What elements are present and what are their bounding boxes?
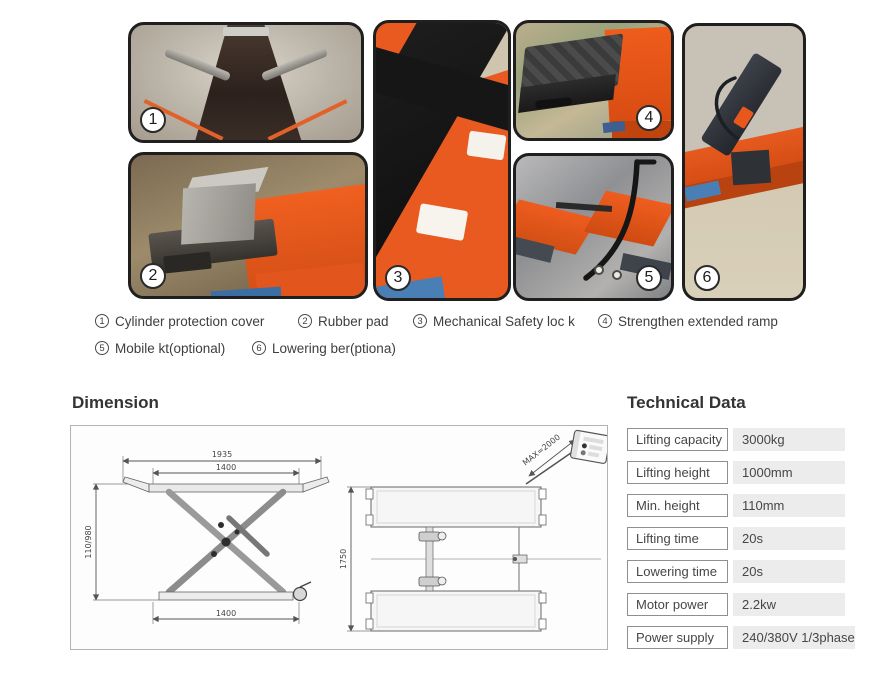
photo5-number-badge: 5 xyxy=(636,265,662,291)
photo2-number-badge: 2 xyxy=(140,263,166,289)
side-view xyxy=(123,477,329,601)
table-row-power-supply xyxy=(627,626,855,649)
photo1-number-badge: 1 xyxy=(140,107,166,133)
table-row-lifting-time xyxy=(627,527,845,550)
row-label: Motor power xyxy=(627,593,728,616)
row-label: Lowering time xyxy=(627,560,728,583)
circled-number-4: 4 xyxy=(598,314,612,328)
row-label: Lifting capacity xyxy=(627,428,728,451)
photo2-blue-sliver xyxy=(210,287,281,299)
photo3-number-badge: 3 xyxy=(385,265,411,291)
table-row-lifting-capacity xyxy=(627,428,845,451)
circled-number-6: 6 xyxy=(252,341,266,355)
table-row-min-height xyxy=(627,494,845,517)
dim-overall-length: 1935 xyxy=(211,450,233,459)
caption-label: Mobile kt(optional) xyxy=(115,340,226,356)
caption-lowering-lever xyxy=(252,339,396,357)
dimension-heading: Dimension xyxy=(72,393,159,412)
photo6-cable-loop xyxy=(685,26,803,298)
row-label: Lifting height xyxy=(627,461,728,484)
dimension-drawing xyxy=(70,425,608,650)
row-label: Power supply xyxy=(627,626,728,649)
dim-cable-length: MAX=2000 xyxy=(520,432,562,468)
dim-overall-width: 1750 xyxy=(339,548,348,570)
caption-mechanical-safety-lock xyxy=(413,312,575,330)
table-row-lifting-height xyxy=(627,461,845,484)
technical-data-heading: Technical Data xyxy=(627,393,746,412)
circled-number-3: 3 xyxy=(413,314,427,328)
photo5-roller-1 xyxy=(594,265,604,275)
caption-label: Lowering ber(ptiona) xyxy=(272,340,396,356)
photo1-crossbar xyxy=(223,27,269,36)
photo3-nylon-block-2 xyxy=(416,203,468,241)
row-value: 110mm xyxy=(733,494,845,517)
photo-cylinder-protection-cover xyxy=(128,22,364,143)
circled-number-5: 5 xyxy=(95,341,109,355)
circled-number-2: 2 xyxy=(298,314,312,328)
row-value: 20s xyxy=(733,527,845,550)
row-value: 20s xyxy=(733,560,845,583)
row-value: 2.2kw xyxy=(733,593,845,616)
caption-label: Cylinder protection cover xyxy=(115,313,265,329)
technical-data-table xyxy=(627,428,855,659)
row-value: 1000mm xyxy=(733,461,845,484)
caption-rubber-pad xyxy=(298,312,389,330)
dimension-drawing-svg xyxy=(71,426,607,649)
table-row-lowering-time xyxy=(627,560,845,583)
photo5-roller-2 xyxy=(612,270,622,280)
photo-strengthen-extended-ramp xyxy=(513,20,674,141)
caption-strengthen-extended-ramp xyxy=(598,312,778,330)
top-view xyxy=(366,430,607,631)
table-row-motor-power xyxy=(627,593,845,616)
dim-platform-length: 1400 xyxy=(215,463,237,472)
caption-label: Rubber pad xyxy=(318,313,389,329)
photo4-number-badge: 4 xyxy=(636,105,662,131)
photo-lowering-lever xyxy=(682,23,806,301)
photo-mobile-kit xyxy=(513,153,674,301)
photo-mechanical-safety-lock xyxy=(373,20,511,301)
row-label: Min. height xyxy=(627,494,728,517)
caption-label: Mechanical Safety loc k xyxy=(433,313,575,329)
caption-label: Strengthen extended ramp xyxy=(618,313,778,329)
photo4-blue-hint xyxy=(602,121,625,134)
dim-height-range: 110/980 xyxy=(84,525,93,559)
photo-rubber-pad xyxy=(128,152,368,299)
row-value: 3000kg xyxy=(733,428,845,451)
row-label: Lifting time xyxy=(627,527,728,550)
caption-cylinder-protection-cover xyxy=(95,312,264,330)
photo6-number-badge: 6 xyxy=(694,265,720,291)
dim-base-length: 1400 xyxy=(215,609,237,618)
circled-number-1: 1 xyxy=(95,314,109,328)
row-value: 240/380V 1/3phase xyxy=(733,626,855,649)
caption-mobile-kit xyxy=(95,339,225,357)
photo3-nylon-block-1 xyxy=(467,131,507,161)
photo2-rubber-block-front xyxy=(182,183,256,245)
